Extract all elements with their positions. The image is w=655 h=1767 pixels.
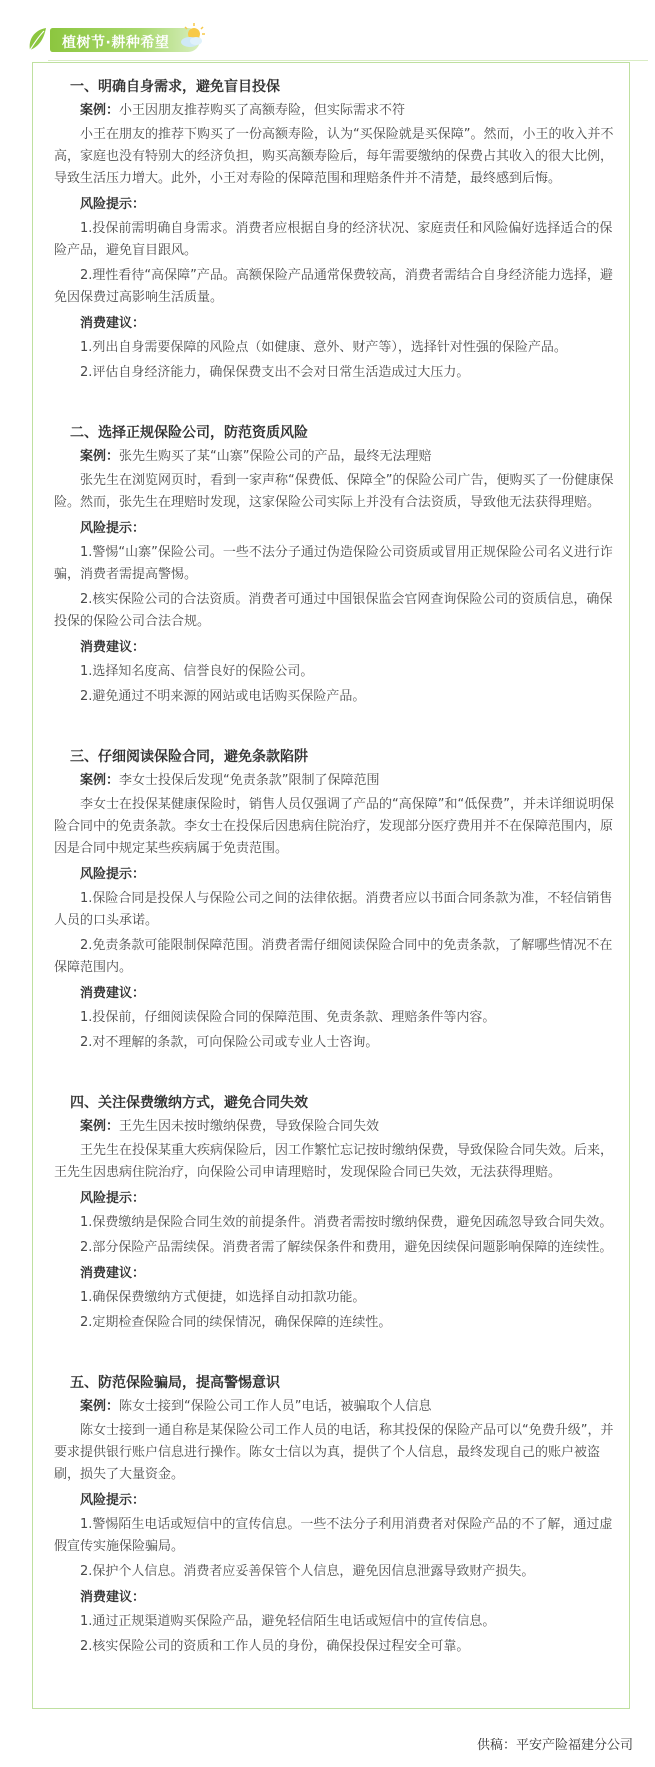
- header-title: 植树节·耕种希望: [62, 35, 170, 51]
- case-story: 陈女士接到一通自称是某保险公司工作人员的电话，称其投保的保险产品可以“免费升级”，并要求提供银行账户信息进行操作。陈女士信以为真，提供了个人信息，最终发现自己的账户被盗刷，损失了大量资金。: [54, 1423, 614, 1482]
- risk-item: 2.免责条款可能限制保障范围。消费者需仔细阅读保险合同中的免责条款，了解哪些情况不在保障范围内。: [54, 938, 613, 975]
- header-divider: [48, 60, 648, 61]
- case-text: 陈女士接到“保险公司工作人员”电话，被骗取个人信息: [119, 1399, 432, 1414]
- case-text: 张先生购买了某“山寨”保险公司的产品，最终无法理赔: [119, 449, 432, 464]
- section-4: [54, 1090, 620, 1334]
- risk-item: 2.核实保险公司的合法资质。消费者可通过中国银保监会官网查询保险公司的资质信息，确保投保的保险公司合法合规。: [54, 592, 613, 629]
- advice-item: 2.评估自身经济能力，确保保费支出不会对日常生活造成过大压力。: [80, 365, 470, 380]
- risk-label: 风险提示：: [80, 521, 146, 536]
- advice-item: 1.通过正规渠道购买保险产品，避免轻信陌生电话或短信中的宣传信息。: [80, 1614, 496, 1629]
- risk-item: 1.保费缴纳是保险合同生效的前提条件。消费者需按时缴纳保费，避免因疏忽导致合同失效。: [80, 1215, 613, 1230]
- risk-item: 2.保护个人信息。消费者应妥善保管个人信息，避免因信息泄露导致财产损失。: [80, 1564, 535, 1579]
- section-title: 一、明确自身需求，避免盲目投保: [70, 79, 280, 95]
- section-title: 四、关注保费缴纳方式，避免合同失效: [70, 1095, 308, 1111]
- footer-credit: 供稿：平安产险福建分公司: [476, 1738, 633, 1753]
- risk-item: 1.投保前需明确自身需求。消费者应根据自身的经济状况、家庭责任和风险偏好选择适合的保险产品，避免盲目跟风。: [54, 221, 613, 258]
- case-line: [54, 1396, 620, 1418]
- risk-item: 1.警惕陌生电话或短信中的宣传信息。一些不法分子利用消费者对保险产品的不了解，通过虚假宣传实施保险骗局。: [54, 1517, 613, 1554]
- sun-cloud-icon: [178, 22, 208, 52]
- leaf-icon: [26, 26, 48, 52]
- risk-item: 1.保险合同是投保人与保险公司之间的法律依据。消费者应以书面合同条款为准，不轻信销售人员的口头承诺。: [54, 891, 613, 928]
- advice-item: 1.列出自身需要保障的风险点（如健康、意外、财产等），选择针对性强的保险产品。: [80, 340, 567, 355]
- case-label: 案例：: [80, 449, 120, 464]
- section-title: 三、仔细阅读保险合同，避免条款陷阱: [70, 749, 308, 765]
- advice-label: 消费建议：: [80, 1266, 146, 1281]
- case-label: 案例：: [80, 1119, 120, 1134]
- case-label: 案例：: [80, 773, 120, 788]
- risk-item: 2.部分保险产品需续保。消费者需了解续保条件和费用，避免因续保问题影响保障的连续性。: [80, 1240, 613, 1255]
- section-3: [54, 744, 620, 1054]
- section-2: [54, 420, 620, 708]
- section-title: 五、防范保险骗局，提高警惕意识: [70, 1375, 280, 1391]
- risk-label: 风险提示：: [80, 867, 146, 882]
- case-text: 小王因朋友推荐购买了高额寿险，但实际需求不符: [119, 103, 406, 118]
- case-story: 李女士在投保某健康保险时，销售人员仅强调了产品的“高保障”和“低保费”，并未详细说明保险合同中的免责条款。李女士在投保后因患病住院治疗，发现部分医疗费用并不在保障范围内，原因是合同中规定某些疾病属于免责范围。: [54, 797, 614, 856]
- risk-label: 风险提示：: [80, 1191, 146, 1206]
- case-story: 小王在朋友的推荐下购买了一份高额寿险，认为“买保险就是买保障”。然而，小王的收入并不高，家庭也没有特别大的经济负担，购买高额寿险后，每年需要缴纳的保费占其收入的很大比例，导致生活压力增大。此外，小王对寿险的保障范围和理赔条件并不清楚，最终感到后悔。: [54, 127, 614, 186]
- case-label: 案例：: [80, 1399, 120, 1414]
- risk-item: 1.警惕“山寨”保险公司。一些不法分子通过伪造保险公司资质或冒用正规保险公司名义进行诈骗，消费者需提高警惕。: [54, 545, 613, 582]
- risk-item: 2.理性看待“高保障”产品。高额保险产品通常保费较高，消费者需结合自身经济能力选择，避免因保费过高影响生活质量。: [54, 268, 613, 305]
- section-5: [54, 1370, 620, 1658]
- case-story: 张先生在浏览网页时，看到一家声称“保费低、保障全”的保险公司广告，便购买了一份健康保险。然而，张先生在理赔时发现，这家保险公司实际上并没有合法资质，导致他无法获得理赔。: [54, 473, 614, 510]
- case-line: [54, 100, 620, 122]
- article-header: [18, 22, 638, 58]
- advice-item: 2.避免通过不明来源的网站或电话购买保险产品。: [80, 689, 366, 704]
- advice-item: 1.确保保费缴纳方式便捷，如选择自动扣款功能。: [80, 1290, 366, 1305]
- advice-item: 2.核实保险公司的资质和工作人员的身份，确保投保过程安全可靠。: [80, 1639, 470, 1654]
- advice-label: 消费建议：: [80, 1590, 146, 1605]
- risk-label: 风险提示：: [80, 1493, 146, 1508]
- case-story: 王先生在投保某重大疾病保险后，因工作繁忙忘记按时缴纳保费，导致保险合同失效。后来，王先生因患病住院治疗，向保险公司申请理赔时，发现保险合同已失效，无法获得理赔。: [54, 1143, 614, 1180]
- advice-label: 消费建议：: [80, 986, 146, 1001]
- case-text: 李女士投保后发现“免责条款”限制了保障范围: [119, 773, 380, 788]
- section-title: 二、选择正规保险公司，防范资质风险: [70, 425, 308, 441]
- advice-item: 2.对不理解的条款，可向保险公司或专业人士咨询。: [80, 1035, 379, 1050]
- advice-item: 1.选择知名度高、信誉良好的保险公司。: [80, 664, 314, 679]
- case-line: [54, 770, 620, 792]
- case-line: [54, 1116, 620, 1138]
- advice-label: 消费建议：: [80, 640, 146, 655]
- risk-label: 风险提示：: [80, 197, 146, 212]
- section-1: [54, 74, 620, 384]
- advice-item: 1.投保前，仔细阅读保险合同的保障范围、免责条款、理赔条件等内容。: [80, 1010, 496, 1025]
- advice-label: 消费建议：: [80, 316, 146, 331]
- article-body: [54, 74, 620, 1694]
- case-line: [54, 446, 620, 468]
- case-label: 案例：: [80, 103, 120, 118]
- case-text: 王先生因未按时缴纳保费，导致保险合同失效: [119, 1119, 380, 1134]
- advice-item: 2.定期检查保险合同的续保情况，确保保障的连续性。: [80, 1315, 392, 1330]
